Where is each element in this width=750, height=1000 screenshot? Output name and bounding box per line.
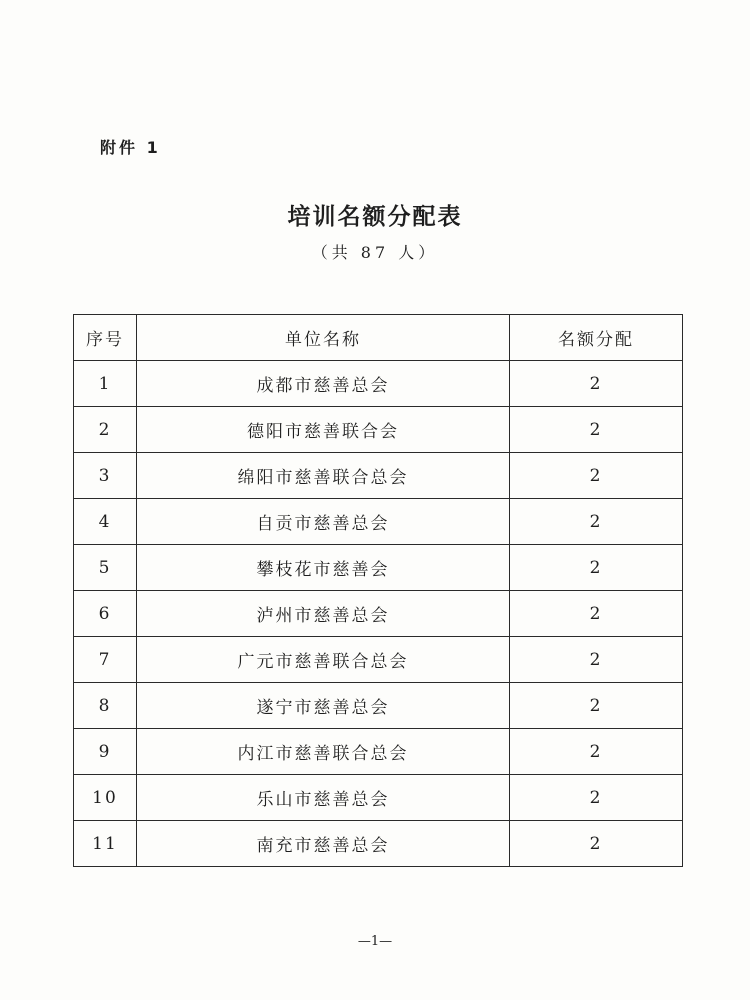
cell-unit: 成都市慈善总会 [137, 361, 510, 407]
table-row [74, 453, 683, 499]
cell-quota: 2 [510, 775, 683, 821]
cell-quota: 2 [510, 821, 683, 867]
page-subtitle: （共 87 人） [311, 243, 439, 262]
table-row [74, 407, 683, 453]
cell-quota: 2 [510, 453, 683, 499]
cell-index: 3 [74, 453, 137, 499]
cell-quota: 2 [510, 729, 683, 775]
cell-index: 10 [74, 775, 137, 821]
table-row [74, 545, 683, 591]
cell-index: 4 [74, 499, 137, 545]
cell-index: 6 [74, 591, 137, 637]
page-number: —1— [357, 934, 393, 949]
cell-unit: 遂宁市慈善总会 [137, 683, 510, 729]
attachment-label: 附件 1 [100, 138, 161, 157]
cell-unit: 乐山市慈善总会 [137, 775, 510, 821]
cell-index: 2 [74, 407, 137, 453]
cell-unit: 南充市慈善总会 [137, 821, 510, 867]
cell-quota: 2 [510, 591, 683, 637]
cell-quota: 2 [510, 545, 683, 591]
cell-unit: 内江市慈善联合总会 [137, 729, 510, 775]
cell-index: 11 [74, 821, 137, 867]
cell-quota: 2 [510, 407, 683, 453]
table-row [74, 499, 683, 545]
table-row [74, 683, 683, 729]
cell-quota: 2 [510, 637, 683, 683]
header-quota: 名额分配 [510, 315, 683, 361]
table-header-row [74, 315, 683, 361]
table-row [74, 821, 683, 867]
cell-quota: 2 [510, 683, 683, 729]
cell-index: 9 [74, 729, 137, 775]
table-row [74, 775, 683, 821]
cell-index: 7 [74, 637, 137, 683]
cell-unit: 广元市慈善联合总会 [137, 637, 510, 683]
cell-index: 1 [74, 361, 137, 407]
header-index: 序号 [74, 315, 137, 361]
header-unit: 单位名称 [137, 315, 510, 361]
table-row [74, 637, 683, 683]
cell-quota: 2 [510, 499, 683, 545]
cell-quota: 2 [510, 361, 683, 407]
page-title: 培训名额分配表 [287, 204, 463, 230]
cell-unit: 德阳市慈善联合会 [137, 407, 510, 453]
cell-index: 8 [74, 683, 137, 729]
cell-unit: 绵阳市慈善联合总会 [137, 453, 510, 499]
table-row [74, 591, 683, 637]
cell-index: 5 [74, 545, 137, 591]
cell-unit: 攀枝花市慈善会 [137, 545, 510, 591]
cell-unit: 泸州市慈善总会 [137, 591, 510, 637]
quota-table [73, 314, 683, 867]
table-row [74, 361, 683, 407]
cell-unit: 自贡市慈善总会 [137, 499, 510, 545]
table-row [74, 729, 683, 775]
